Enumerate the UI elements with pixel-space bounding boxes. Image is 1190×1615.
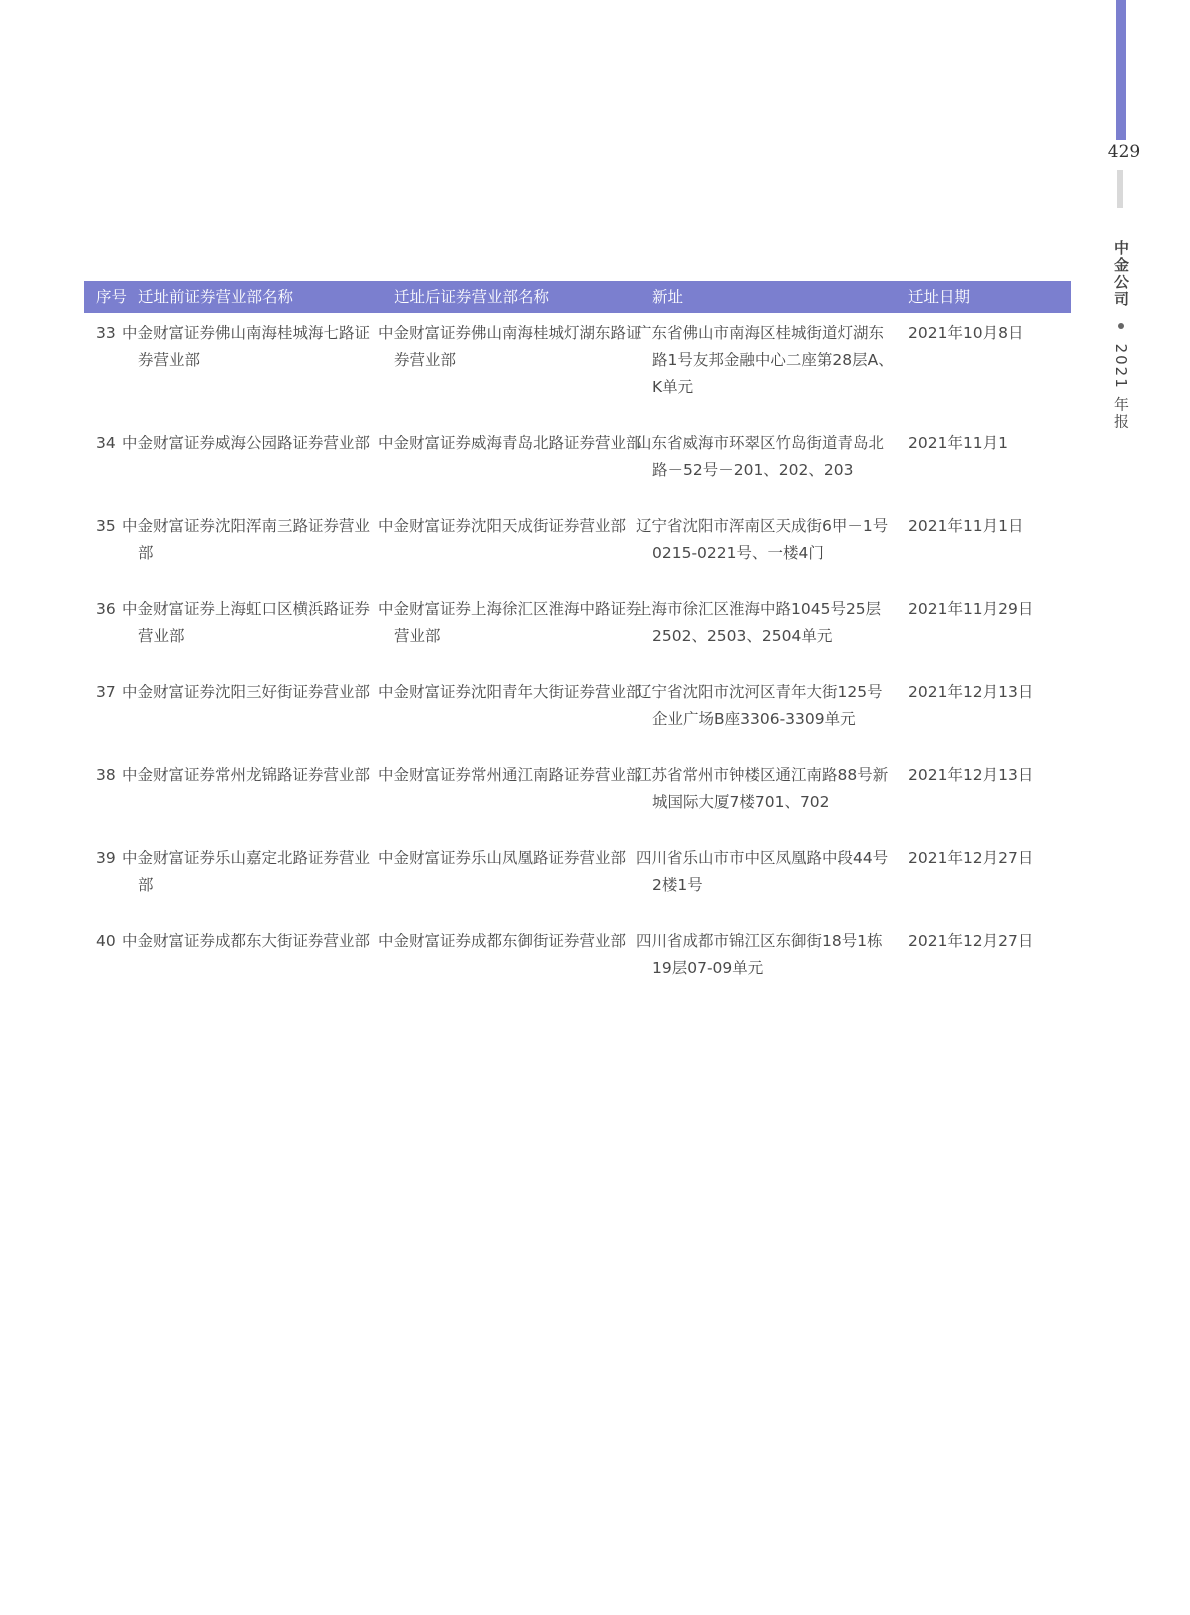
table-row [84, 755, 1071, 838]
report-title: 2021 年报 [1112, 343, 1130, 431]
company-name: 中金公司 [1112, 240, 1130, 308]
row-before: 中金财富证券成都东大街证券营业部 [122, 932, 371, 950]
row-after: 中金财富证券上海徐汇区淮海中路证券营业部 [378, 600, 642, 645]
header-after: 迁址后证券营业部名称 [394, 281, 652, 313]
row-before: 中金财富证券上海虹口区横浜路证券营业部 [122, 600, 371, 645]
row-address: 江苏省常州市钟楼区通江南路88号新城国际大厦7楼701、702 [636, 766, 889, 811]
table-row [84, 423, 1071, 506]
relocation-table [84, 281, 1071, 1004]
row-after: 中金财富证券威海青岛北路证券营业部 [378, 434, 642, 452]
row-before: 中金财富证券乐山嘉定北路证券营业部 [122, 849, 371, 894]
row-date: 2021年12月27日 [908, 932, 1034, 950]
side-divider-bar [1117, 170, 1123, 208]
row-after: 中金财富证券常州通江南路证券营业部 [378, 766, 642, 784]
row-address: 上海市徐汇区淮海中路1045号25层2502、2503、2504单元 [636, 600, 882, 645]
table-row [84, 506, 1071, 589]
row-address: 辽宁省沈阳市沈河区青年大街125号企业广场B座3306-3309单元 [636, 683, 883, 728]
row-date: 2021年10月8日 [908, 324, 1024, 342]
table-header-row [84, 281, 1071, 313]
table-row [84, 313, 1071, 423]
row-address: 辽宁省沈阳市浑南区天成街6甲－1号0215-0221号、一楼4门 [636, 517, 889, 562]
side-accent-bar [1116, 0, 1126, 140]
row-after: 中金财富证券乐山凤凰路证券营业部 [378, 849, 627, 867]
row-after: 中金财富证券成都东御街证券营业部 [378, 932, 627, 950]
table-row [84, 921, 1071, 1004]
row-date: 2021年11月29日 [908, 600, 1034, 618]
header-date: 迁址日期 [908, 281, 1071, 313]
row-address: 四川省乐山市市中区凤凰路中段44号2楼1号 [636, 849, 889, 894]
row-after: 中金财富证券沈阳天成街证券营业部 [378, 517, 627, 535]
row-address: 山东省威海市环翠区竹岛街道青岛北路－52号－201、202、203 [636, 434, 885, 479]
row-date: 2021年12月13日 [908, 683, 1034, 701]
row-before: 中金财富证券沈阳浑南三路证券营业部 [122, 517, 371, 562]
header-address: 新址 [652, 281, 908, 313]
header-no: 序号 [84, 281, 138, 313]
row-address: 四川省成都市锦江区东御街18号1栋19层07-09单元 [636, 932, 883, 977]
row-no: 33 [96, 324, 116, 342]
header-before: 迁址前证券营业部名称 [138, 281, 394, 313]
row-date: 2021年12月13日 [908, 766, 1034, 784]
row-address: 广东省佛山市南海区桂城街道灯湖东路1号友邦金融中心二座第28层A、K单元 [636, 324, 894, 396]
row-no: 37 [96, 683, 116, 701]
row-no: 35 [96, 517, 116, 535]
running-header [1111, 240, 1132, 431]
table-row [84, 838, 1071, 921]
row-before: 中金财富证券威海公园路证券营业部 [122, 434, 371, 452]
table-row [84, 672, 1071, 755]
row-no: 34 [96, 434, 116, 452]
row-no: 38 [96, 766, 116, 784]
row-no: 36 [96, 600, 116, 618]
table-row [84, 589, 1071, 672]
row-before: 中金财富证券佛山南海桂城海七路证券营业部 [122, 324, 371, 369]
row-no: 39 [96, 849, 116, 867]
row-after: 中金财富证券沈阳青年大街证券营业部 [378, 683, 642, 701]
separator-dot-icon [1118, 323, 1124, 329]
row-before: 中金财富证券常州龙锦路证券营业部 [122, 766, 371, 784]
row-before: 中金财富证券沈阳三好街证券营业部 [122, 683, 371, 701]
page-number: 429 [1107, 142, 1141, 162]
row-date: 2021年11月1日 [908, 517, 1024, 535]
row-after: 中金财富证券佛山南海桂城灯湖东路证券营业部 [378, 324, 642, 369]
row-no: 40 [96, 932, 116, 950]
row-date: 2021年12月27日 [908, 849, 1034, 867]
row-date: 2021年11月1 [908, 434, 1009, 452]
